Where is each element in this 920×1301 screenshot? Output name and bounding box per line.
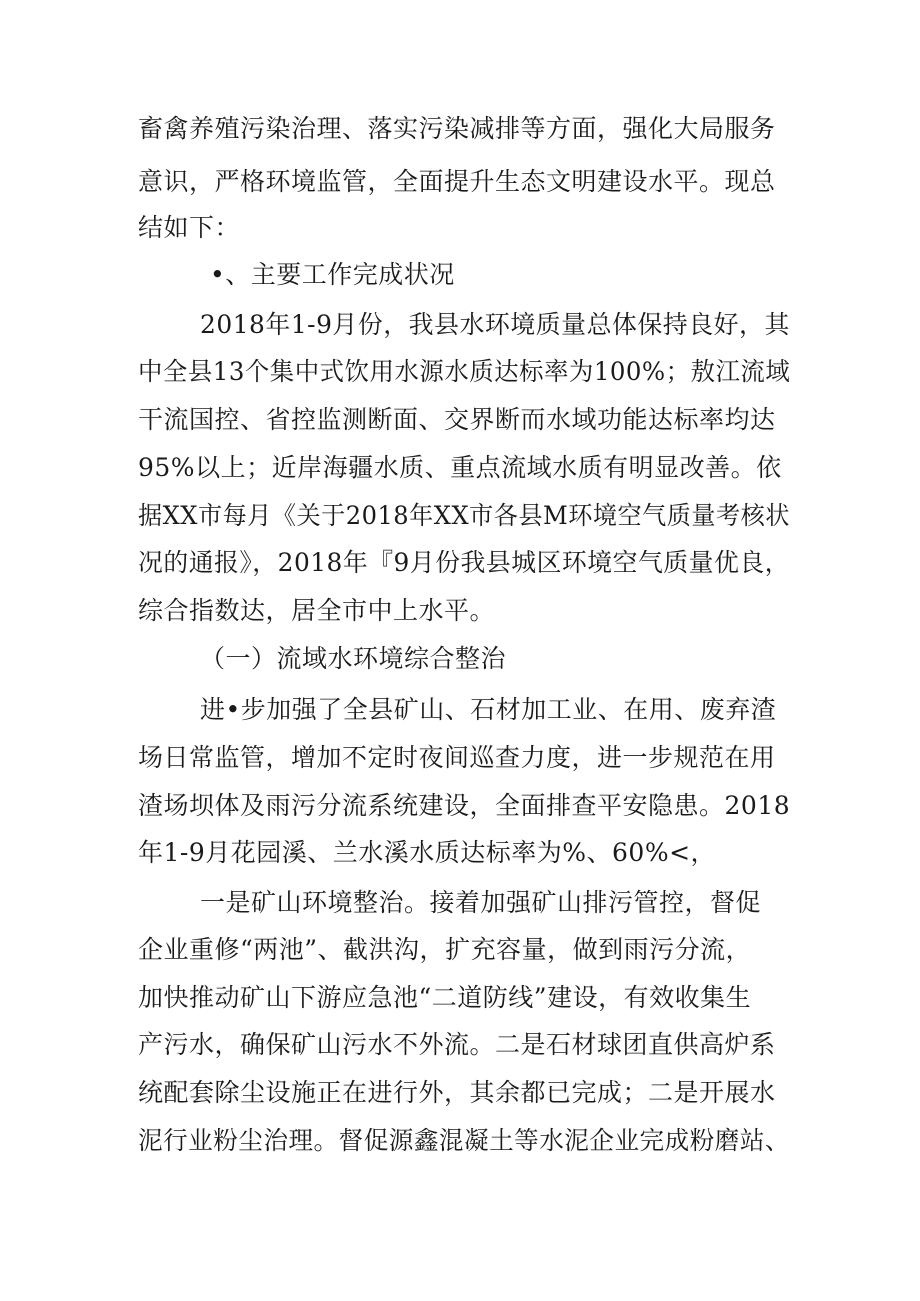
paragraph-line: 结如下： [138,213,241,242]
subsection-heading: （一）流域水环境综合整治 [200,644,507,673]
paragraph-line: 据XX市每月《关于2018年XX市各县M环境空气质量考核状 [138,501,790,530]
paragraph-line: 95%以上；近岸海疆水质、重点流域水质有明显改善。依 [138,453,782,482]
paragraph-line: 企业重修“两池”、截洪沟，扩充容量，做到雨污分流， [138,935,752,964]
paragraph-line: 畜禽养殖污染治理、落实污染减排等方面，强化大局服务 [138,114,776,143]
paragraph-line: 中全县13个集中式饮用水源水质达标率为100%；敖江流域 [138,357,791,386]
paragraph-line: 统配套除尘设施正在进行外，其余都已完成；二是开展水 [138,1078,776,1107]
section-heading: •、主要工作完成状况 [210,260,455,289]
paragraph-line: 2018年1-9月份，我县水环境质量总体保持良好，其 [200,310,790,339]
paragraph-line: 意识，严格环境监管，全面提升生态文明建设水平。现总 [138,167,776,196]
paragraph-line: 年1-9月花园溪、兰水溪水质达标率为%、60%<， [138,838,717,867]
paragraph-line: 进•步加强了全县矿山、石材加工业、在用、废弃渣 [200,695,777,724]
paragraph-line: 综合指数达，居全市中上水平。 [138,596,496,625]
paragraph-line: 泥行业粉尘治理。督促源鑫混凝土等水泥企业完成粉磨站、 [138,1126,791,1155]
paragraph-line: 渣场坝体及雨污分流系统建设，全面排查平安隐患。2018 [138,791,791,820]
paragraph-line: 产污水，确保矿山污水不外流。二是石材球团直供高炉系 [138,1030,776,1059]
paragraph-line: 加快推动矿山下游应急池“二道防线”建设，有效收集生 [138,983,752,1012]
paragraph-line: 干流国控、省控监测断面、交界断而水域功能达标率均达 [138,405,776,434]
paragraph-line: 况的通报》，2018年『9月份我县城区环境空气质量优良， [138,548,791,577]
paragraph-line: 一是矿山环境整治。接着加强矿山排污管控，督促 [200,888,762,917]
paragraph-line: 场日常监管，增加不定时夜间巡查力度，进一步规范在用 [138,743,776,772]
